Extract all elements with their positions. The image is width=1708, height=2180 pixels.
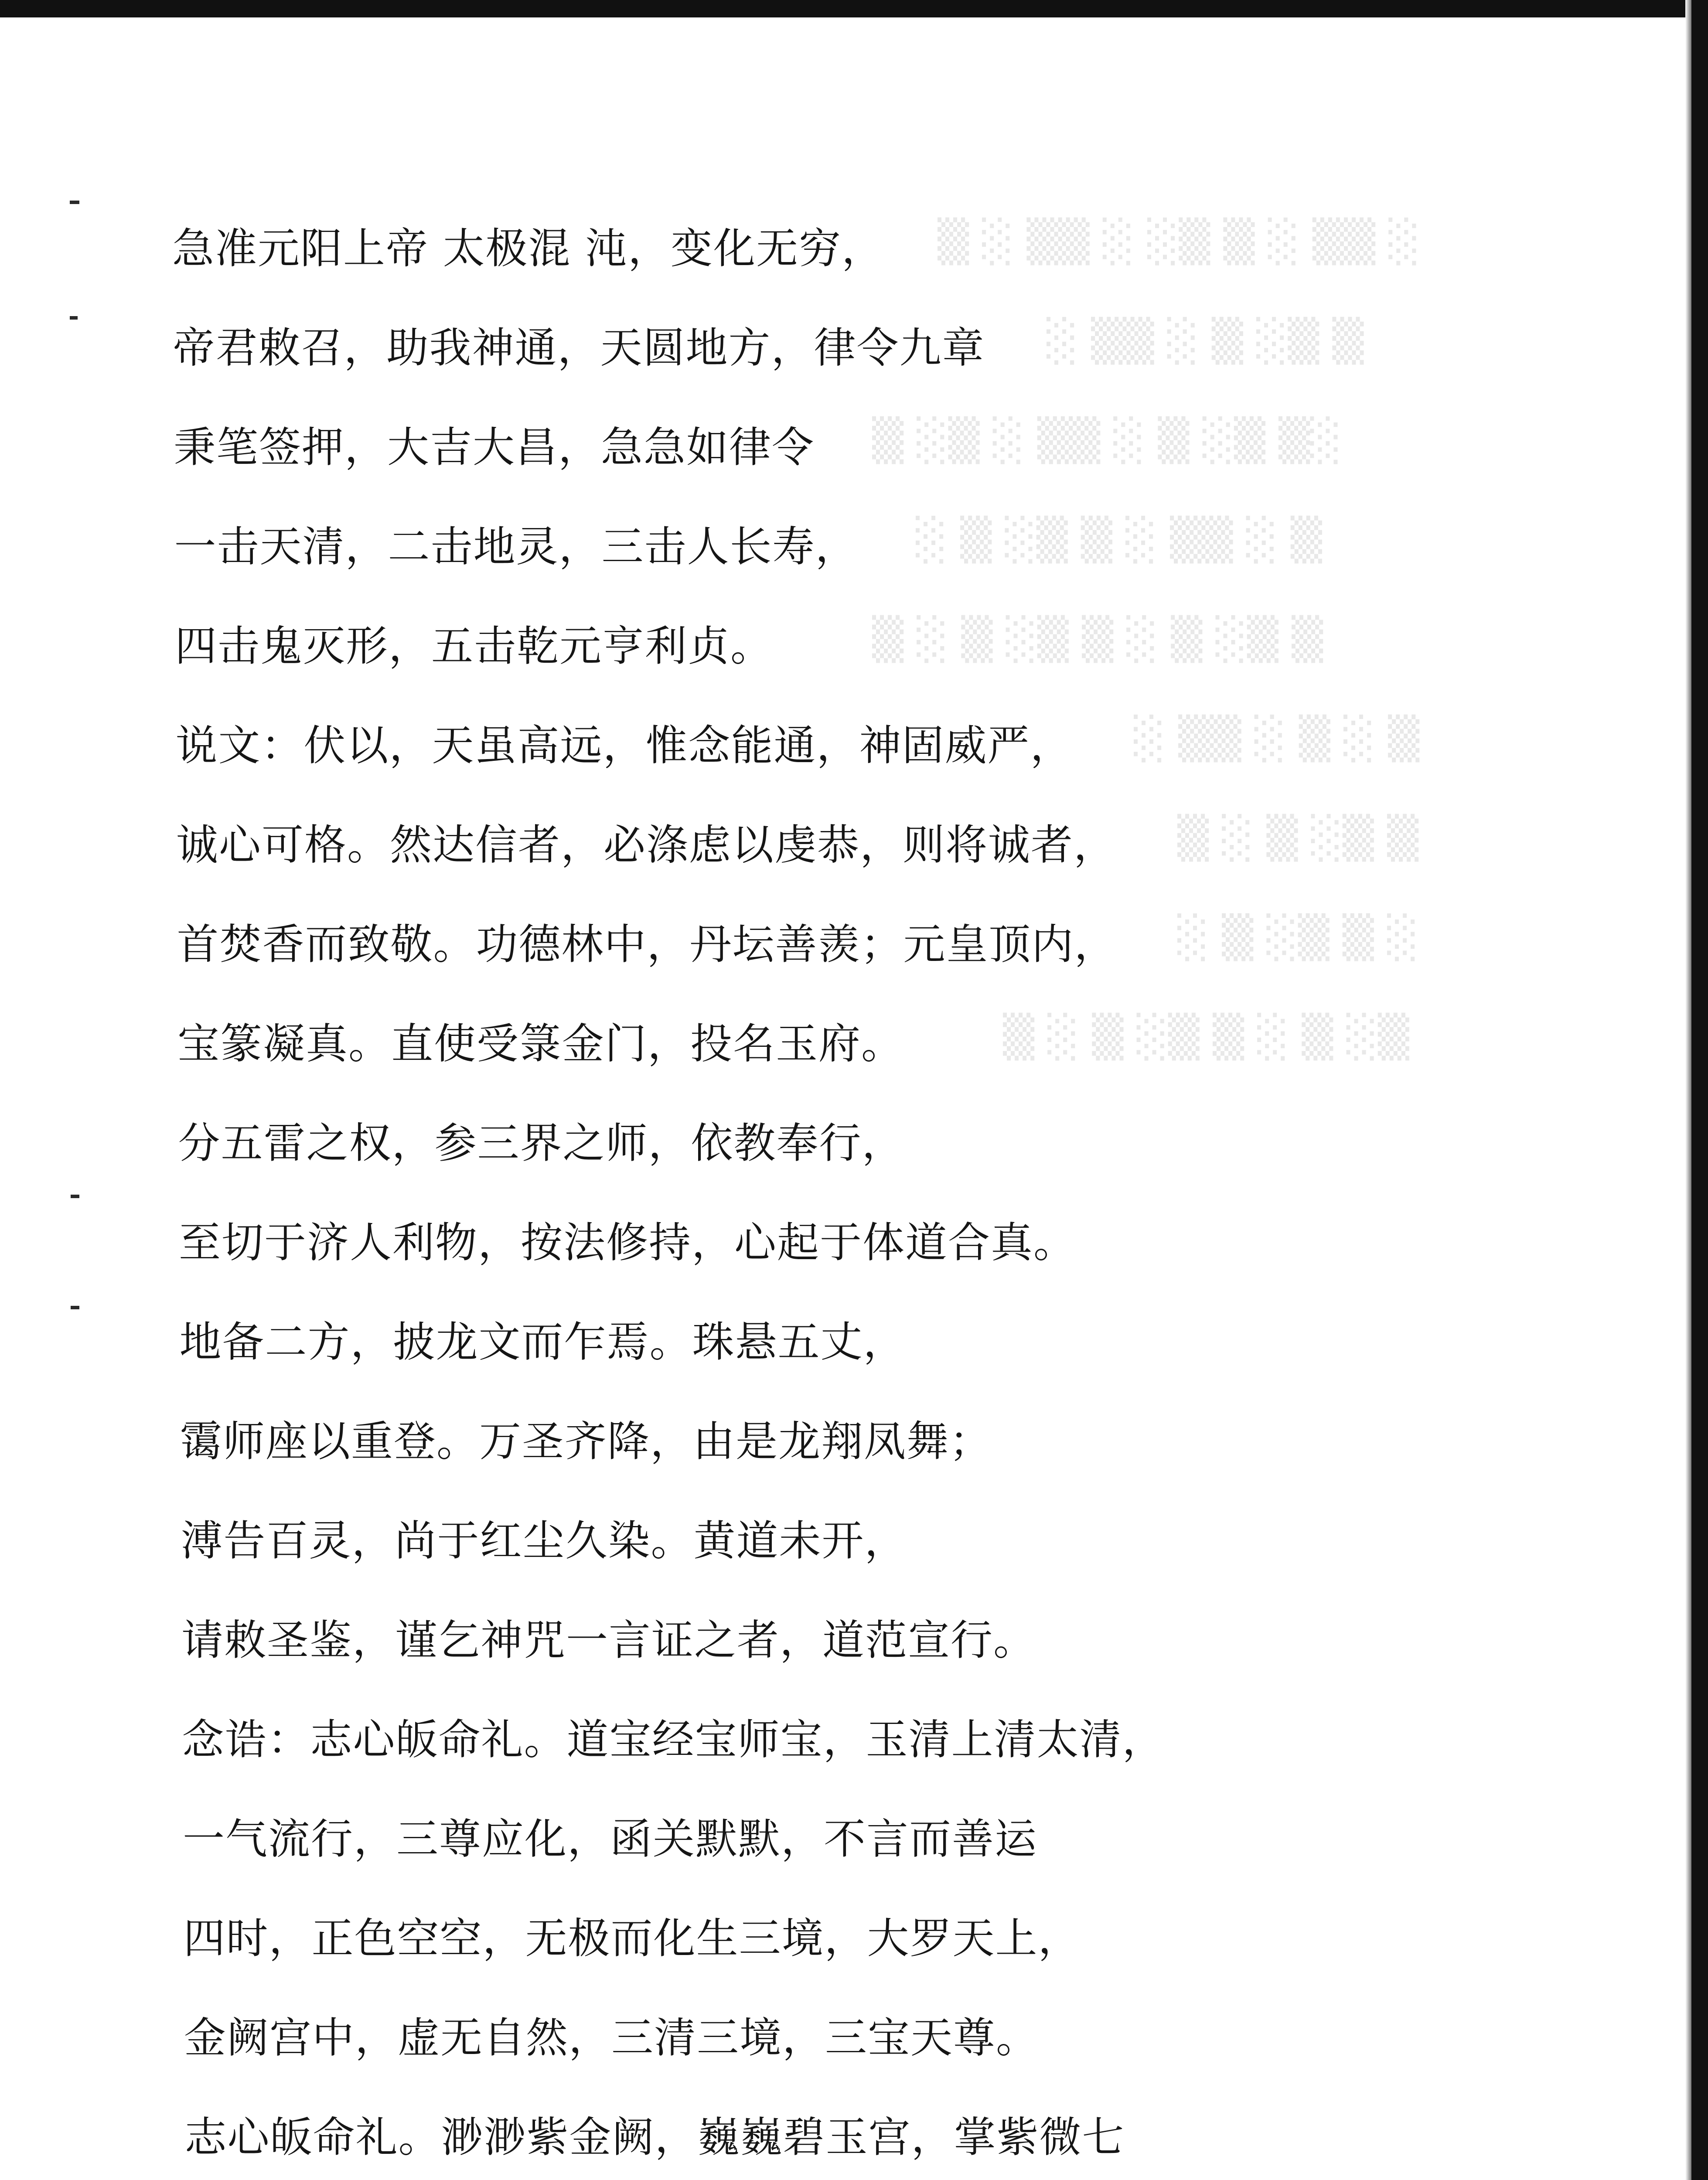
bleed-through: ▒ ░▒ ░ ▒▒ ░ ▒ ░▒ ▒░ xyxy=(872,417,1342,464)
scan-border-shadow xyxy=(1685,0,1691,2180)
bleed-through: ░ ▒ ░▒ ▒ ░ ▒▒ ░ ▒ xyxy=(916,516,1323,564)
margin-mark xyxy=(71,1195,79,1198)
document-page xyxy=(0,17,1685,2180)
text-line: 秉笔签押，大吉大昌，急急如律令 xyxy=(174,423,815,472)
text-line: 一击天清，二击地灵，三击人长寿， xyxy=(174,522,858,571)
margin-mark xyxy=(71,1306,79,1309)
bleed-through: ░ ▒▒ ░ ▒ ░▒ ▒ xyxy=(1047,317,1364,365)
text-line: 一气流行，三尊应化，函关默默，不言而善运 xyxy=(183,1815,1037,1863)
text-line: 分五雷之权，参三界之师，依教奉行， xyxy=(178,1119,905,1168)
text-line: 四时，正色空空，无极而化生三境，大罗天上， xyxy=(183,1914,1081,1963)
text-line: 说文：伏以，天虽高远，惟念能通，神固威严， xyxy=(175,721,1073,770)
text-line: 念诰：志心皈命礼。道宝经宝师宝，玉清上清太清， xyxy=(182,1715,1165,1764)
text-line: 四击鬼灭形，五击乾元亨利贞。 xyxy=(175,622,773,671)
bleed-through: ▒ ░ ▒▒ ░ ░▒ ▒ ░ ▒▒ ░ xyxy=(938,218,1420,266)
bleed-through: ▒ ░ ▒ ░▒ ▒ ░ ▒ ░▒ xyxy=(1003,1013,1410,1061)
margin-mark xyxy=(70,201,79,204)
text-line: 溥告百灵，尚于红尘久染。黄道未开， xyxy=(181,1516,907,1565)
text-line: 帝君敕召，助我神通，天圆地方，律令九章 xyxy=(173,324,985,372)
bleed-through: ▒ ░ ▒ ░▒ ▒ ░ ▒ ░▒ ▒ xyxy=(872,616,1323,663)
text-line: 至切于济人利物，按法修持，心起于体道合真。 xyxy=(179,1218,1076,1267)
scan-border-top xyxy=(0,0,1708,17)
bleed-through: ░ ▒ ░▒ ▒ ░ xyxy=(1177,914,1419,961)
bleed-through: ░ ▒▒ ░ ▒ ░ ▒ xyxy=(1134,715,1420,763)
text-line: 首焚香而致敬。功德林中，丹坛善羡；元皇顶内， xyxy=(177,920,1117,969)
text-line: 志心皈命礼。渺渺紫金阙，巍巍碧玉宫，掌紫微七 xyxy=(184,2113,1125,2162)
text-line: 急准元阳上帝 太极混 沌，变化无穷， xyxy=(172,224,885,273)
text-line: 金阙宫中，虚无自然，三清三境，三宝天尊。 xyxy=(184,2013,1039,2062)
scan-border-right xyxy=(1691,0,1708,2180)
text-line: 请敕圣鉴，谨乞神咒一言证之者，道范宣行。 xyxy=(181,1616,1036,1665)
text-line: 诚心可格。然达信者，必涤虑以虔恭，则将诚者， xyxy=(176,821,1116,869)
text-line: 霭师座以重登。万圣齐降，由是龙翔凤舞； xyxy=(180,1417,992,1466)
text-line: 地备二方，披龙文而乍焉。珠悬五丈， xyxy=(179,1318,906,1366)
bleed-through: ▒ ░ ▒ ░▒ ▒ xyxy=(1177,814,1419,862)
margin-mark xyxy=(70,316,78,320)
text-line: 宝篆凝真。直使受箓金门，投名玉府。 xyxy=(177,1019,904,1068)
